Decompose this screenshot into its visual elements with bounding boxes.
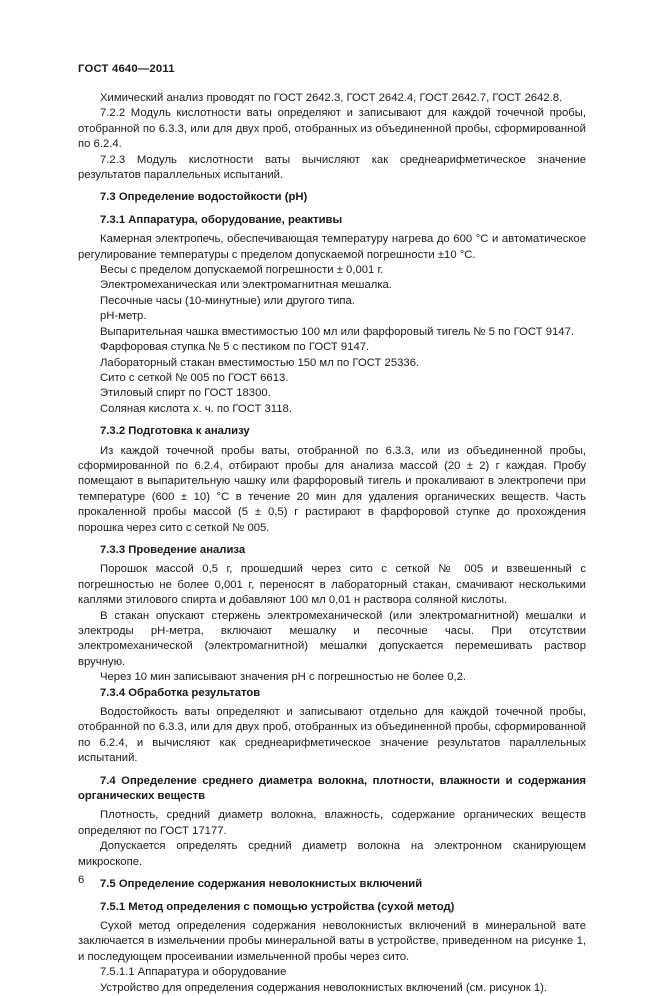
paragraph: Водостойкость ваты определяют и записывают отдельно для каждой точечной пробы, отобранной по 6.3.3, или для двух проб, отобранных из объединенной пробы, сформированной по 6.2.4, и вычисляют как среднеарифметическое значение результатов параллельных испытаний. [78,706,586,765]
paragraph: Химический анализ проводят по ГОСТ 2642.3, ГОСТ 2642.4, ГОСТ 2642.7, ГОСТ 2642.8. [100,92,563,104]
subsection-heading: 7.3.1 Аппаратура, оборудование, реактивы [100,213,343,226]
list-item: Песочные часы (10-минутные) или другого типа. [100,294,355,307]
subsection-heading: 7.3.2 Подготовка к анализу [100,425,250,438]
paragraph: Из каждой точечной пробы ваты, отобранной по 6.3.3, или из объединенной пробы, сформированной по 6.2.4, отбирают пробы для анализа массой (20 ± 2) г каждая. Пробу помещают в выпарительную чашку или фарфоровый тигель и прокаливают в электропечи при температуре (600 ± 10) °С в течение 20 мин для удаления органических веществ. Часть прокаленной пробы массой (5 ± 0,5) г растирают в фарфоровой ступке до прохождения порошка через сито с сеткой № 005. [78,444,586,534]
section-heading: 7.5 Определение содержания неволокнистых включений [100,878,423,891]
section-heading: 7.3 Определение водостойкости (рН) [100,191,308,204]
list-item: Сито с сеткой № 005 по ГОСТ 6613. [100,371,289,384]
paragraph: Камерная электропечь, обеспечивающая температуру нагрева до 600 °С и автоматическое регулирование температуры с пределом допускаемой погрешности ±10 °С. [78,233,586,261]
paragraph: Плотность, средний диаметр волокна, влажность, содержание органических веществ определяют по ГОСТ 17177. [78,809,586,837]
subsection-heading: 7.5.1 Метод определения с помощью устройства (сухой метод) [100,900,455,913]
paragraph: Допускается определять средний диаметр волокна на электронном сканирующем микроскопе. [78,840,586,868]
paragraph: 7.2.2 Модуль кислотности ваты определяют и записывают для каждой точечной пробы, отобранной по 6.3.3, или для двух проб, отобранных из объединенной пробы, сформированной по 6.2.4. [78,107,586,151]
paragraph: В стакан опускают стержень электромеханической (или электромагнитной) мешалки и электроды рН-метра, включают мешалку и песочные часы. При отсутствии электромеханической (электромагнитной) мешалки допускается перемешивать раствор вручную. [78,609,586,668]
list-item: Этиловый спирт по ГОСТ 18300. [100,387,271,400]
paragraph: Устройство для определения содержания неволокнистых включений (см. рисунок 1). [100,981,548,994]
paragraph: Сухой метод определения содержания неволокнистых включений в минеральной вате заключается в измельчении пробы минеральной ваты в устройстве, приведенном на рисунке 1, и последующем просеивании измельченной пробы через сито. [78,919,586,963]
page-number: 6 [78,874,85,886]
subsection-heading: 7.3.4 Обработка результатов [100,686,261,699]
subsection-heading: 7.3.3 Проведение анализа [100,543,246,556]
list-item: Весы с пределом допускаемой погрешности ± 0,001 г. [100,264,384,277]
paragraph: 7.5.1.1 Аппаратура и оборудование [100,966,287,979]
paragraph: Порошок массой 0,5 г, прошедший через сито с сеткой № 005 и взвешенный с погрешностью не более 0,001 г, переносят в лабораторный стакан, смачивают несколькими каплями этилового спирта и добавляют 100 мл 0,01 н раствора соляной кислоты. [78,563,586,607]
section-heading: 7.4 Определение среднего диаметра волокна, плотности, влажности и содержания органических веществ [78,774,586,803]
list-item: Электромеханическая или электромагнитная мешалка. [100,279,392,292]
document-header: ГОСТ 4640—2011 [78,63,175,75]
list-item: Фарфоровая ступка № 5 с пестиком по ГОСТ 9147. [100,341,370,354]
list-item: Соляная кислота х. ч. по ГОСТ 3118. [100,402,292,415]
list-item: рН-метр. [100,310,147,323]
document-body [78,91,586,996]
list-item: Лабораторный стакан вместимостью 150 мл по ГОСТ 25336. [100,356,420,369]
paragraph: 7.2.3 Модуль кислотности ваты вычисляют как среднеарифметическое значение результатов параллельных испытаний. [78,153,586,182]
list-item: Выпарительная чашка вместимостью 100 мл или фарфоровый тигель № 5 по ГОСТ 9147. [100,325,574,338]
paragraph: Через 10 мин записывают значения рН с погрешностью не более 0,2. [100,671,467,684]
